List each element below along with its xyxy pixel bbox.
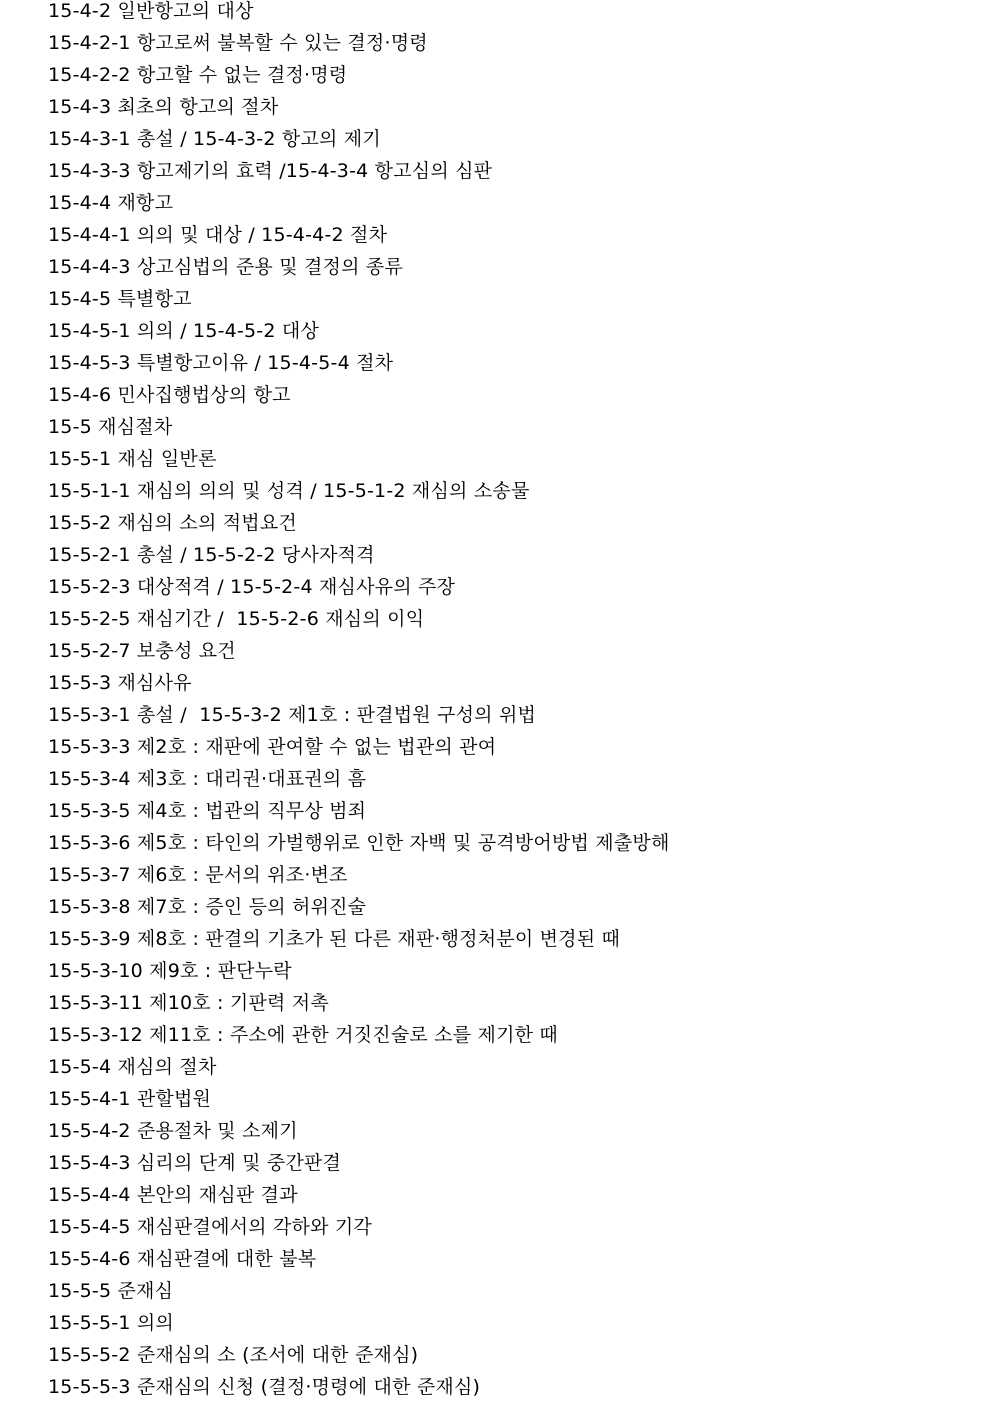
toc-line: 15-5-5 준재심 xyxy=(48,1280,174,1302)
document-page xyxy=(48,0,978,1403)
toc-line: 15-5 재심절차 xyxy=(48,416,173,438)
toc-line: 15-4-5 특별항고 xyxy=(48,288,192,310)
toc-line: 15-4-2 일반항고의 대상 xyxy=(48,0,254,22)
toc-line: 15-4-4-3 상고심법의 준용 및 결정의 종류 xyxy=(48,256,404,278)
toc-line: 15-5-3-4 제3호 : 대리권·대표권의 흠 xyxy=(48,768,367,790)
toc-line: 15-4-3-1 총설 / 15-4-3-2 항고의 제기 xyxy=(48,128,381,150)
toc-line: 15-4-4-1 의의 및 대상 / 15-4-4-2 절차 xyxy=(48,224,388,246)
toc-line: 15-5-3-9 제8호 : 판결의 기초가 된 다른 재판·행정처분이 변경된 때 xyxy=(48,928,621,950)
toc-line: 15-4-3-3 항고제기의 효력 /15-4-3-4 항고심의 심판 xyxy=(48,160,493,182)
toc-line: 15-5-1 재심 일반론 xyxy=(48,448,217,470)
toc-line: 15-4-2-2 항고할 수 없는 결정·명령 xyxy=(48,64,348,86)
toc-line: 15-4-5-1 의의 / 15-4-5-2 대상 xyxy=(48,320,319,342)
toc-line: 15-4-3 최초의 항고의 절차 xyxy=(48,96,279,118)
toc-line: 15-5-4-3 심리의 단계 및 중간판결 xyxy=(48,1152,342,1174)
toc-line: 15-4-6 민사집행법상의 항고 xyxy=(48,384,291,406)
toc-line: 15-5-2-7 보충성 요건 xyxy=(48,640,236,662)
toc-line: 15-5-4 재심의 절차 xyxy=(48,1056,217,1078)
toc-line: 15-5-3-8 제7호 : 증인 등의 허위진술 xyxy=(48,896,367,918)
toc-line: 15-4-2-1 항고로써 불복할 수 있는 결정·명령 xyxy=(48,32,428,54)
toc-line: 15-5-5-3 준재심의 신청 (결정·명령에 대한 준재심) xyxy=(48,1376,481,1398)
toc-line: 15-5-3-6 제5호 : 타인의 가벌행위로 인한 자백 및 공격방어방법 제출방해 xyxy=(48,832,670,854)
toc-line: 15-5-5-2 준재심의 소 (조서에 대한 준재심) xyxy=(48,1344,419,1366)
toc-line: 15-5-3-11 제10호 : 기판력 저촉 xyxy=(48,992,329,1014)
table-of-contents xyxy=(48,0,978,1403)
toc-line: 15-5-4-4 본안의 재심판 결과 xyxy=(48,1184,298,1206)
toc-line: 15-5-3-10 제9호 : 판단누락 xyxy=(48,960,292,982)
toc-line: 15-5-4-2 준용절차 및 소제기 xyxy=(48,1120,298,1142)
toc-line: 15-5-3-12 제11호 : 주소에 관한 거짓진술로 소를 제기한 때 xyxy=(48,1024,558,1046)
toc-line: 15-5-3-7 제6호 : 문서의 위조·변조 xyxy=(48,864,348,886)
toc-line: 15-5-2-1 총설 / 15-5-2-2 당사자적격 xyxy=(48,544,375,566)
toc-line: 15-5-2-5 재심기간 / 15-5-2-6 재심의 이익 xyxy=(48,608,425,630)
toc-line: 15-5-3-1 총설 / 15-5-3-2 제1호 : 판결법원 구성의 위법 xyxy=(48,704,537,726)
toc-line: 15-5-3 재심사유 xyxy=(48,672,192,694)
toc-line: 15-5-3-3 제2호 : 재판에 관여할 수 없는 법관의 관여 xyxy=(48,736,497,758)
toc-line: 15-5-5-1 의의 xyxy=(48,1312,174,1334)
toc-line: 15-5-2 재심의 소의 적법요건 xyxy=(48,512,297,534)
toc-line: 15-4-5-3 특별항고이유 / 15-4-5-4 절차 xyxy=(48,352,394,374)
toc-line: 15-5-3-5 제4호 : 법관의 직무상 범죄 xyxy=(48,800,367,822)
toc-line: 15-5-4-1 관할법원 xyxy=(48,1088,212,1110)
toc-line: 15-5-4-6 재심판결에 대한 불복 xyxy=(48,1248,317,1270)
toc-line: 15-5-1-1 재심의 의의 및 성격 / 15-5-1-2 재심의 소송물 xyxy=(48,480,530,502)
toc-line: 15-4-4 재항고 xyxy=(48,192,174,214)
toc-line: 15-5-2-3 대상적격 / 15-5-2-4 재심사유의 주장 xyxy=(48,576,456,598)
toc-line: 15-5-4-5 재심판결에서의 각하와 기각 xyxy=(48,1216,372,1238)
